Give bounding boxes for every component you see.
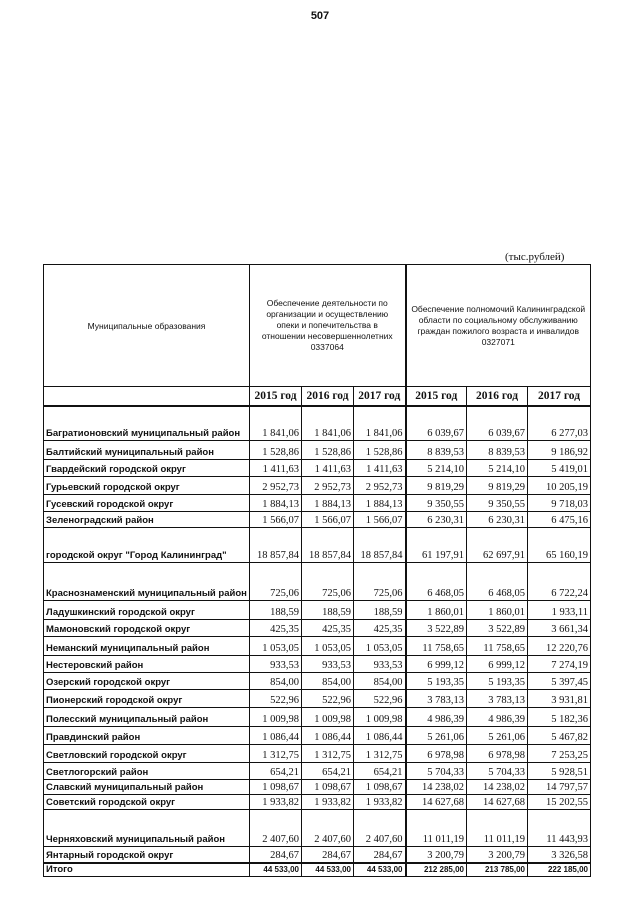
value-cell: 188,59 — [302, 600, 354, 619]
value-cell: 14 627,68 — [467, 794, 528, 809]
municipality-name: городской округ "Город Калининград" — [44, 527, 250, 562]
table-row — [44, 794, 591, 809]
budget-table — [43, 264, 591, 877]
value-cell: 425,35 — [250, 619, 302, 636]
municipality-name: Пионерский городской округ — [44, 689, 250, 707]
value-cell: 62 697,91 — [467, 527, 528, 562]
value-cell: 5 928,51 — [528, 762, 591, 779]
value-cell: 6 039,67 — [406, 406, 467, 440]
total-label: Итого — [44, 863, 250, 877]
value-cell: 5 193,35 — [467, 672, 528, 689]
value-cell: 5 214,10 — [467, 459, 528, 476]
value-cell: 854,00 — [302, 672, 354, 689]
value-cell: 9 718,03 — [528, 494, 591, 511]
value-cell: 1 009,98 — [250, 707, 302, 726]
value-cell: 14 797,57 — [528, 779, 591, 794]
value-cell: 6 978,98 — [467, 744, 528, 762]
column-header-year: 2016 год — [302, 387, 354, 407]
total-value-cell: 213 785,00 — [467, 863, 528, 877]
table-row — [44, 619, 591, 636]
value-cell: 1 566,07 — [250, 511, 302, 527]
table-row — [44, 440, 591, 459]
municipality-name: Янтарный городской округ — [44, 846, 250, 863]
value-cell: 1 098,67 — [302, 779, 354, 794]
municipality-name: Зеленоградский район — [44, 511, 250, 527]
table-row — [44, 527, 591, 562]
value-cell: 6 978,98 — [406, 744, 467, 762]
municipality-name: Озерский городской округ — [44, 672, 250, 689]
value-cell: 3 661,34 — [528, 619, 591, 636]
value-cell: 522,96 — [354, 689, 406, 707]
value-cell: 6 999,12 — [406, 655, 467, 672]
value-cell: 6 468,05 — [406, 562, 467, 600]
value-cell: 6 230,31 — [467, 511, 528, 527]
total-value-cell: 44 533,00 — [354, 863, 406, 877]
table-row — [44, 707, 591, 726]
value-cell: 425,35 — [302, 619, 354, 636]
table-row — [44, 406, 591, 440]
municipality-name: Черняховский муниципальный район — [44, 809, 250, 846]
table-row — [44, 762, 591, 779]
value-cell: 425,35 — [354, 619, 406, 636]
value-cell: 725,06 — [354, 562, 406, 600]
municipality-name: Багратионовский муниципальный район — [44, 406, 250, 440]
value-cell: 7 253,25 — [528, 744, 591, 762]
value-cell: 15 202,55 — [528, 794, 591, 809]
value-cell: 1 566,07 — [354, 511, 406, 527]
municipality-name: Советский городской округ — [44, 794, 250, 809]
value-cell: 1 053,05 — [354, 636, 406, 655]
value-cell: 11 011,19 — [467, 809, 528, 846]
value-cell: 284,67 — [354, 846, 406, 863]
value-cell: 1 860,01 — [406, 600, 467, 619]
value-cell: 654,21 — [302, 762, 354, 779]
value-cell: 1 098,67 — [354, 779, 406, 794]
value-cell: 522,96 — [302, 689, 354, 707]
table-row — [44, 459, 591, 476]
total-row — [44, 863, 591, 877]
column-header-year: 2015 год — [406, 387, 467, 407]
table-row — [44, 600, 591, 619]
total-value-cell: 44 533,00 — [302, 863, 354, 877]
municipality-name: Ладушкинский городской округ — [44, 600, 250, 619]
value-cell: 1 411,63 — [354, 459, 406, 476]
municipality-name: Светлогорский район — [44, 762, 250, 779]
value-cell: 1 086,44 — [250, 726, 302, 744]
value-cell: 9 350,55 — [467, 494, 528, 511]
value-cell: 3 931,81 — [528, 689, 591, 707]
municipality-name: Славский муниципальный район — [44, 779, 250, 794]
value-cell: 1 933,82 — [302, 794, 354, 809]
value-cell: 4 986,39 — [406, 707, 467, 726]
value-cell: 1 086,44 — [354, 726, 406, 744]
value-cell: 1 841,06 — [354, 406, 406, 440]
value-cell: 1 009,98 — [302, 707, 354, 726]
value-cell: 11 443,93 — [528, 809, 591, 846]
column-header-year: 2017 год — [354, 387, 406, 407]
value-cell: 2 952,73 — [354, 476, 406, 494]
value-cell: 5 419,01 — [528, 459, 591, 476]
value-cell: 5 193,35 — [406, 672, 467, 689]
value-cell: 3 326,58 — [528, 846, 591, 863]
value-cell: 725,06 — [250, 562, 302, 600]
value-cell: 933,53 — [250, 655, 302, 672]
value-cell: 1 528,86 — [302, 440, 354, 459]
value-cell: 6 999,12 — [467, 655, 528, 672]
value-cell: 6 039,67 — [467, 406, 528, 440]
municipality-name: Гурьевский городской округ — [44, 476, 250, 494]
municipality-name: Балтийский муниципальный район — [44, 440, 250, 459]
value-cell: 1 053,05 — [250, 636, 302, 655]
value-cell: 5 467,82 — [528, 726, 591, 744]
value-cell: 3 783,13 — [467, 689, 528, 707]
value-cell: 14 238,02 — [406, 779, 467, 794]
value-cell: 1 528,86 — [250, 440, 302, 459]
header-row-years — [44, 387, 591, 407]
value-cell: 3 200,79 — [467, 846, 528, 863]
header-row-groups — [44, 265, 591, 387]
value-cell: 12 220,76 — [528, 636, 591, 655]
table-row — [44, 672, 591, 689]
value-cell: 1 884,13 — [354, 494, 406, 511]
value-cell: 1 086,44 — [302, 726, 354, 744]
value-cell: 9 819,29 — [467, 476, 528, 494]
table-row — [44, 636, 591, 655]
table-row — [44, 744, 591, 762]
value-cell: 3 200,79 — [406, 846, 467, 863]
table-row — [44, 809, 591, 846]
value-cell: 8 839,53 — [467, 440, 528, 459]
value-cell: 2 407,60 — [354, 809, 406, 846]
value-cell: 2 952,73 — [302, 476, 354, 494]
value-cell: 1 098,67 — [250, 779, 302, 794]
value-cell: 284,67 — [250, 846, 302, 863]
value-cell: 1 933,82 — [250, 794, 302, 809]
value-cell: 654,21 — [354, 762, 406, 779]
value-cell: 8 839,53 — [406, 440, 467, 459]
value-cell: 1 312,75 — [250, 744, 302, 762]
table-row — [44, 689, 591, 707]
municipality-name: Полесский муниципальный район — [44, 707, 250, 726]
value-cell: 14 627,68 — [406, 794, 467, 809]
value-cell: 3 522,89 — [467, 619, 528, 636]
value-cell: 9 350,55 — [406, 494, 467, 511]
municipality-name: Мамоновский городской округ — [44, 619, 250, 636]
value-cell: 1 528,86 — [354, 440, 406, 459]
value-cell: 3 522,89 — [406, 619, 467, 636]
table-row — [44, 494, 591, 511]
value-cell: 725,06 — [302, 562, 354, 600]
value-cell: 5 261,06 — [467, 726, 528, 744]
value-cell: 2 407,60 — [302, 809, 354, 846]
table-row — [44, 476, 591, 494]
value-cell: 1 841,06 — [302, 406, 354, 440]
table-row — [44, 726, 591, 744]
value-cell: 1 860,01 — [467, 600, 528, 619]
value-cell: 854,00 — [354, 672, 406, 689]
value-cell: 2 952,73 — [250, 476, 302, 494]
value-cell: 6 230,31 — [406, 511, 467, 527]
value-cell: 1 933,11 — [528, 600, 591, 619]
total-value-cell: 222 185,00 — [528, 863, 591, 877]
table-row — [44, 562, 591, 600]
value-cell: 1 933,82 — [354, 794, 406, 809]
value-cell: 1 312,75 — [302, 744, 354, 762]
municipality-name: Светловский городской округ — [44, 744, 250, 762]
table-row — [44, 846, 591, 863]
value-cell: 1 009,98 — [354, 707, 406, 726]
column-header-municipality: Муниципальные образования — [44, 265, 250, 387]
value-cell: 1 411,63 — [250, 459, 302, 476]
column-header-blank — [44, 387, 250, 407]
value-cell: 1 884,13 — [250, 494, 302, 511]
value-cell: 6 475,16 — [528, 511, 591, 527]
value-cell: 933,53 — [354, 655, 406, 672]
value-cell: 5 704,33 — [406, 762, 467, 779]
value-cell: 2 407,60 — [250, 809, 302, 846]
units-label: (тыс.рублей) — [505, 251, 565, 263]
value-cell: 6 468,05 — [467, 562, 528, 600]
value-cell: 7 274,19 — [528, 655, 591, 672]
value-cell: 18 857,84 — [354, 527, 406, 562]
column-header-year: 2015 год — [250, 387, 302, 407]
value-cell: 854,00 — [250, 672, 302, 689]
value-cell: 4 986,39 — [467, 707, 528, 726]
municipality-name: Правдинский район — [44, 726, 250, 744]
municipality-name: Неманский муниципальный район — [44, 636, 250, 655]
value-cell: 11 758,65 — [467, 636, 528, 655]
total-value-cell: 44 533,00 — [250, 863, 302, 877]
value-cell: 3 783,13 — [406, 689, 467, 707]
value-cell: 11 011,19 — [406, 809, 467, 846]
value-cell: 933,53 — [302, 655, 354, 672]
value-cell: 188,59 — [250, 600, 302, 619]
table-row — [44, 655, 591, 672]
value-cell: 5 261,06 — [406, 726, 467, 744]
value-cell: 1 312,75 — [354, 744, 406, 762]
value-cell: 5 397,45 — [528, 672, 591, 689]
value-cell: 18 857,84 — [250, 527, 302, 562]
column-group-social-service: Обеспечение полномочий Калининградской области по социальному обслуживанию граждан пожилого возраста и инвалидов 0327071 — [406, 265, 591, 387]
value-cell: 5 182,36 — [528, 707, 591, 726]
value-cell: 6 722,24 — [528, 562, 591, 600]
municipality-name: Краснознаменский муниципальный район — [44, 562, 250, 600]
value-cell: 1 053,05 — [302, 636, 354, 655]
column-header-year: 2016 год — [467, 387, 528, 407]
table-row — [44, 779, 591, 794]
value-cell: 1 841,06 — [250, 406, 302, 440]
column-group-guardianship: Обеспечение деятельности по организации и осуществлению опеки и попечительства в отношении несовершеннолетних 0337064 — [250, 265, 406, 387]
value-cell: 18 857,84 — [302, 527, 354, 562]
page-number: 507 — [310, 10, 330, 22]
value-cell: 61 197,91 — [406, 527, 467, 562]
value-cell: 5 214,10 — [406, 459, 467, 476]
value-cell: 654,21 — [250, 762, 302, 779]
value-cell: 14 238,02 — [467, 779, 528, 794]
value-cell: 284,67 — [302, 846, 354, 863]
value-cell: 9 819,29 — [406, 476, 467, 494]
value-cell: 10 205,19 — [528, 476, 591, 494]
total-value-cell: 212 285,00 — [406, 863, 467, 877]
table-row — [44, 511, 591, 527]
municipality-name: Нестеровский район — [44, 655, 250, 672]
column-header-year: 2017 год — [528, 387, 591, 407]
value-cell: 1 884,13 — [302, 494, 354, 511]
municipality-name: Гусевский городской округ — [44, 494, 250, 511]
value-cell: 188,59 — [354, 600, 406, 619]
value-cell: 1 411,63 — [302, 459, 354, 476]
value-cell: 522,96 — [250, 689, 302, 707]
value-cell: 6 277,03 — [528, 406, 591, 440]
value-cell: 1 566,07 — [302, 511, 354, 527]
value-cell: 65 160,19 — [528, 527, 591, 562]
value-cell: 11 758,65 — [406, 636, 467, 655]
municipality-name: Гвардейский городской округ — [44, 459, 250, 476]
value-cell: 5 704,33 — [467, 762, 528, 779]
value-cell: 9 186,92 — [528, 440, 591, 459]
